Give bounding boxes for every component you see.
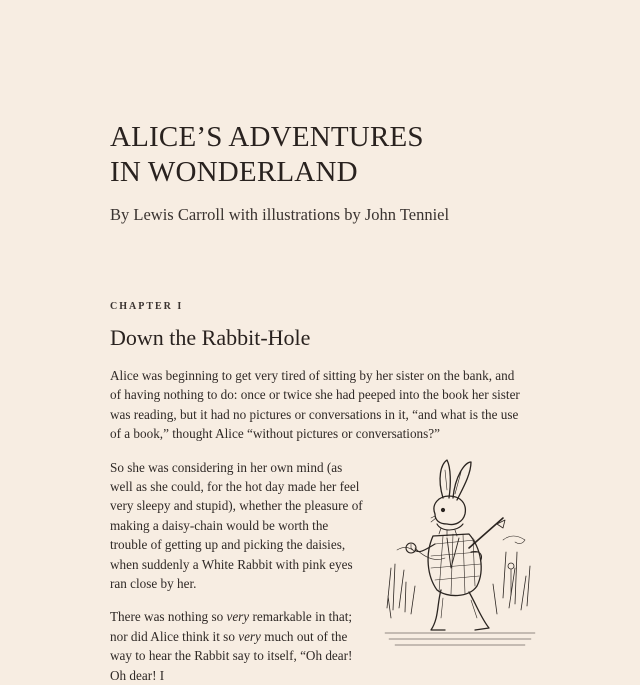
paragraph-3-emphasis-2: very — [238, 628, 261, 644]
chapter-title: Down the Rabbit-Hole — [110, 325, 311, 350]
paragraph-3-emphasis-1: very — [226, 609, 250, 625]
paragraph-3 — [110, 607, 365, 685]
paragraph-3-text-a: There was nothing so — [110, 609, 227, 625]
byline: By Lewis Carroll with illustrations by John Tenniel — [110, 205, 450, 224]
paragraph-1: Alice was beginning to get very tired of sitting by her sister on the bank, and of having nothing to do: once or twice she had peeped into the book her sister was reading, but it had no pictures or conversations in it, “and what is the use of a book,” thought Alice “without pictures or conversations?” — [110, 368, 520, 442]
white-rabbit-illustration-icon — [385, 458, 535, 648]
paragraph-2: So she was considering in her own mind (as well as she could, for the hot day made her feel very sleepy and stupid), whether the pleasure of making a daisy-chain would be worth the trouble of getting up and picking the daisies, when suddenly a White Rabbit with pink eyes ran close by her. — [110, 459, 363, 592]
chapter-label: CHAPTER I — [110, 301, 184, 312]
paragraph-3-text-b: remarkable in that; nor did Alice think it so — [110, 609, 353, 644]
book-title — [110, 120, 530, 190]
book-title-line-2: IN WONDERLAND — [110, 156, 358, 188]
book-title-line-1: ALICE’S ADVENTURES — [110, 121, 424, 153]
paragraph-3-text-c: much out of the way to hear the Rabbit say to itself, “Oh dear! Oh dear! I — [110, 628, 353, 683]
